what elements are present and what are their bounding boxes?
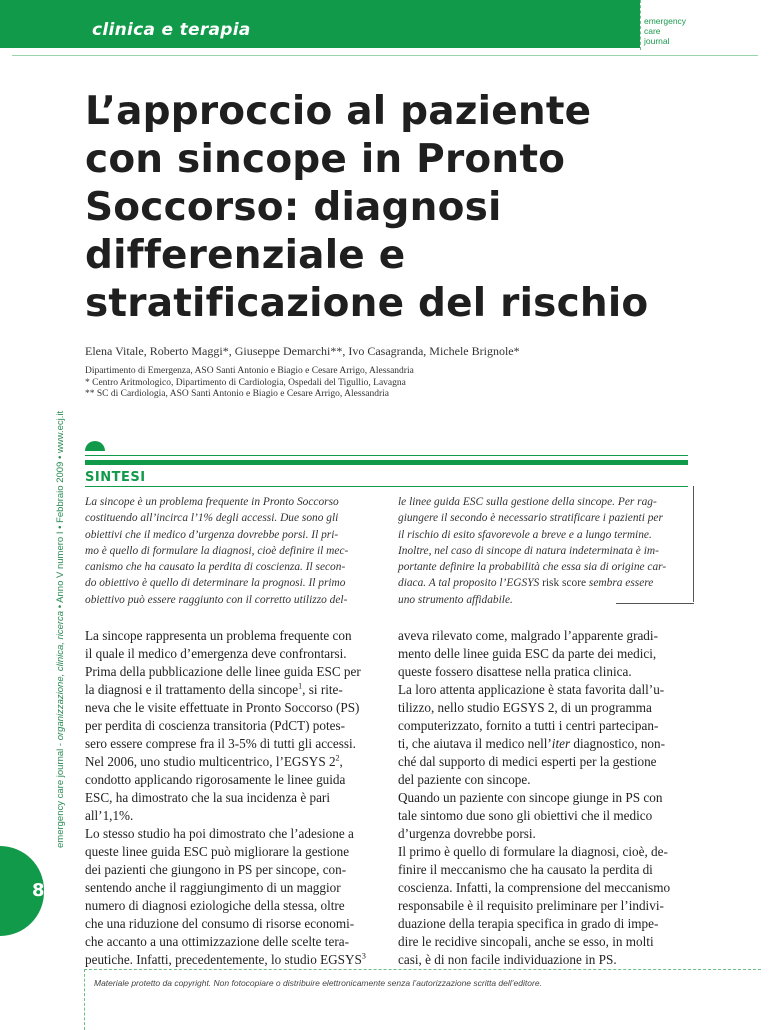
body-line: numero di diagnosi eziologiche della stessa, oltre bbox=[85, 898, 345, 913]
affiliation-line: Dipartimento di Emergenza, ASO Santi Antonio e Biagio e Cesare Arrigo, Alessandria bbox=[85, 366, 414, 376]
sintesi-box-border bbox=[616, 603, 694, 604]
header-divider bbox=[640, 0, 641, 50]
body-text: , si rite- bbox=[302, 682, 343, 697]
sintesi-rule-thick bbox=[85, 460, 688, 465]
side-text-part: • Anno V numero I • Febbraio 2009 • www.ecj.it bbox=[55, 410, 66, 611]
body-line: dei pazienti che giungono in PS per sincope, con- bbox=[85, 862, 347, 877]
body-line bbox=[85, 753, 373, 771]
journal-tag-line: emergency bbox=[644, 16, 687, 26]
sintesi-line: obiettivo può essere raggiunto con il corretto utilizzo del- bbox=[85, 593, 348, 606]
copyright-notice: Materiale protetto da copyright. Non fotocopiare o distribuire elettronicamente senza l’autorizzazione scritta dell’editore. bbox=[94, 978, 542, 988]
sintesi-line: La sincope è un problema frequente in Pronto Soccorso bbox=[85, 496, 339, 508]
body-line: coscienza. Infatti, la comprensione del meccanismo bbox=[398, 880, 671, 895]
sintesi-line: le linee guida ESC sulla gestione della sincope. Per rag- bbox=[398, 496, 657, 508]
body-line: ESC, ha dimostrato che la sua incidenza è pari bbox=[85, 790, 330, 805]
body-line: Il primo è quello di formulare la diagnosi, cioè, de- bbox=[398, 844, 668, 859]
body-text: ti, che aiutava il medico nell’ bbox=[398, 736, 552, 751]
journal-tag-line: journal bbox=[644, 36, 670, 46]
body-line: Lo stesso studio ha poi dimostrato che l’adesione a bbox=[85, 826, 354, 841]
sintesi-box-border bbox=[693, 486, 694, 602]
article-title bbox=[85, 88, 705, 328]
page-number: 8 bbox=[32, 880, 45, 901]
affiliation-line: * Centro Aritmologico, Dipartimento di Cardiologia, Ospedali del Tigullio, Lavagna bbox=[85, 377, 406, 388]
body-line: che una riduzione del consumo di risorse economi- bbox=[85, 916, 355, 931]
body-line: neva che le visite effettuate in Pronto Soccorso (PS) bbox=[85, 700, 360, 715]
sintesi-text: sembra essere bbox=[588, 577, 654, 590]
reference-sup: 3 bbox=[361, 951, 366, 961]
title-line: con sincope in Pronto bbox=[85, 137, 566, 182]
body-line: queste linee guida ESC può migliorare la gestione bbox=[85, 844, 350, 859]
body-line: queste fossero disattese nella pratica clinica. bbox=[398, 664, 632, 679]
journal-tag-line: care bbox=[644, 26, 661, 36]
body-line: casi, è di non facile individuazione in PS. bbox=[398, 952, 617, 967]
title-line: Soccorso: diagnosi bbox=[85, 185, 502, 230]
sintesi-underline bbox=[85, 486, 688, 487]
body-text: iter bbox=[551, 736, 571, 751]
body-line: del paziente con sincope. bbox=[398, 772, 531, 787]
title-line: L’approccio al paziente bbox=[85, 89, 592, 134]
body-line: mento delle linee guida ESC da parte dei medici, bbox=[398, 646, 657, 661]
side-text-part: organizzazione, clinica, ricerca bbox=[55, 610, 66, 741]
sintesi-line: uno strumento affidabile. bbox=[398, 593, 513, 606]
sintesi-column-1 bbox=[85, 494, 373, 608]
body-line: per perdita di coscienza transitoria (PdCT) potes- bbox=[85, 718, 345, 733]
body-line: finire il meccanismo che ha causato la perdita di bbox=[398, 862, 653, 877]
sintesi-line: canismo che ha causato la perdita di coscienza. Il secon- bbox=[85, 561, 346, 574]
body-line: all’1,1%. bbox=[85, 808, 134, 823]
body-text: , bbox=[339, 754, 343, 769]
body-line: Quando un paziente con sincope giunge in PS con bbox=[398, 790, 663, 805]
body-line: tilizzo, nello studio EGSYS 2, di un programma bbox=[398, 700, 652, 715]
title-line: differenziale e bbox=[85, 233, 406, 278]
section-label: clinica e terapia bbox=[92, 20, 251, 40]
affiliations bbox=[85, 366, 414, 401]
sintesi-rule bbox=[85, 455, 688, 456]
body-text: diagnostico, non- bbox=[570, 736, 665, 751]
body-text: la diagnosi e il trattamento della sincope bbox=[85, 682, 299, 697]
body-line: ché dal supporto di medici esperti per la gestione bbox=[398, 754, 657, 769]
reference-sup: 1 bbox=[298, 681, 303, 691]
author-list: Elena Vitale, Roberto Maggi*, Giuseppe Demarchi**, Ivo Casagranda, Michele Brignole* bbox=[85, 344, 520, 358]
reference-sup: 2 bbox=[335, 753, 340, 763]
header-rule bbox=[12, 55, 758, 56]
body-line: duazione della terapia specifica in grado di impe- bbox=[398, 916, 659, 931]
body-line: aveva rilevato come, malgrado l’apparente gradi- bbox=[398, 628, 658, 643]
body-column-1 bbox=[85, 627, 373, 969]
body-line: La sincope rappresenta un problema frequente con bbox=[85, 628, 352, 643]
body-line: Prima della pubblicazione delle linee guida ESC per bbox=[85, 664, 361, 679]
sintesi-line: obiettivi che il medico d’urgenza dovrebbe porsi. Il pri- bbox=[85, 528, 339, 541]
sintesi-line: giungere il secondo è necessario stratificare i pazienti per bbox=[398, 512, 663, 525]
body-column-2 bbox=[398, 627, 688, 969]
body-line: sentendo anche il raggiungimento di un maggior bbox=[85, 880, 341, 895]
sintesi-heading: SINTESI bbox=[85, 470, 146, 485]
sintesi-marker-icon bbox=[85, 441, 105, 451]
body-text: peutiche. Infatti, precedentemente, lo studio EGSYS bbox=[85, 952, 362, 967]
body-line: responsabile è il requisito preliminare per l’indivi- bbox=[398, 898, 664, 913]
body-line: La loro attenta applicazione è stata favorita dall’u- bbox=[398, 682, 665, 697]
body-line: il quale il medico d’emergenza deve confrontarsi. bbox=[85, 646, 347, 661]
side-text-part: emergency care journal - bbox=[55, 740, 66, 848]
body-line bbox=[85, 681, 373, 699]
title-line: stratificazione del rischio bbox=[85, 281, 649, 326]
body-line bbox=[398, 735, 688, 753]
sintesi-line: portante definire la probabilità che essa sia di origine car- bbox=[398, 561, 667, 574]
sintesi-text: diaca. A tal proposito l’EGSYS bbox=[398, 577, 540, 590]
sintesi-column-2 bbox=[398, 494, 688, 608]
journal-tag bbox=[644, 16, 686, 46]
body-text: Nel 2006, uno studio multicentrico, l’EGSYS 2 bbox=[85, 754, 336, 769]
sintesi-line: do obiettivo è quello di determinare la prognosi. Il primo bbox=[85, 577, 346, 590]
sintesi-line: costituendo all’incirca l’1% degli accessi. Due sono gli bbox=[85, 512, 339, 525]
body-line: d’urgenza dovrebbe porsi. bbox=[398, 826, 536, 841]
sintesi-line: il rischio di esito sfavorevole a breve e a lungo termine. bbox=[398, 528, 652, 541]
body-line bbox=[85, 951, 373, 969]
sintesi-line: mo è quello di formulare la diagnosi, cioè definire il mec- bbox=[85, 544, 349, 557]
affiliation-line: ** SC di Cardiologia, ASO Santi Antonio e Biagio e Cesare Arrigo, Alessandria bbox=[85, 389, 389, 399]
body-line: computerizzato, fornito a tutti i centri partecipan- bbox=[398, 718, 659, 733]
sintesi-text: risk score bbox=[539, 577, 589, 590]
body-line: tale sintomo due sono gli obiettivi che il medico bbox=[398, 808, 653, 823]
body-line: che accanto a una ottimizzazione delle scelte tera- bbox=[85, 934, 349, 949]
sintesi-line: Inoltre, nel caso di sincope di natura indeterminata è im- bbox=[398, 544, 659, 557]
body-line: dire le recidive sincopali, anche se esso, in molti bbox=[398, 934, 654, 949]
sintesi-line bbox=[398, 575, 688, 591]
running-side-text bbox=[55, 411, 66, 848]
body-line: sero essere comprese fra il 3-5% di tutti gli accessi. bbox=[85, 736, 356, 751]
body-line: condotto applicando rigorosamente le linee guida bbox=[85, 772, 346, 787]
